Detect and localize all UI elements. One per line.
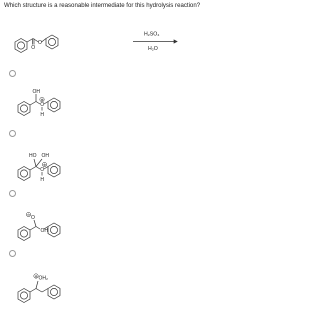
option-d-charge: ⊕ xyxy=(34,274,38,279)
option-b-left-hydroxyl: HO xyxy=(29,153,37,159)
option-b-charge: ⊕ xyxy=(43,163,47,167)
option-d-oxonium: OH₂ xyxy=(38,275,48,282)
option-b-right-hydroxyl: OH xyxy=(41,153,49,159)
option-c-oxygen: O xyxy=(31,215,35,221)
reagent-water: H₂O xyxy=(148,46,158,52)
option-a-oxygen: O xyxy=(40,102,45,109)
option-a-hydrogen: H xyxy=(40,112,45,118)
reagent-sulfuric-acid: H₂SO₄ xyxy=(144,31,160,38)
option-a-charge: ⊕ xyxy=(40,98,44,102)
option-a-hydroxyl: OH xyxy=(32,89,40,95)
carbonyl-oxygen-label: O xyxy=(31,45,36,51)
option-b-hydrogen: H xyxy=(40,177,45,183)
option-c-hydroxyl: OH xyxy=(40,228,48,234)
option-c-charge: ⊖ xyxy=(27,213,31,217)
ester-oxygen-label: O xyxy=(38,40,42,46)
question-text: Which structure is a reasonable intermediate for this hydrolysis reaction? xyxy=(4,2,201,9)
option-b-oxygen: O xyxy=(40,167,45,174)
